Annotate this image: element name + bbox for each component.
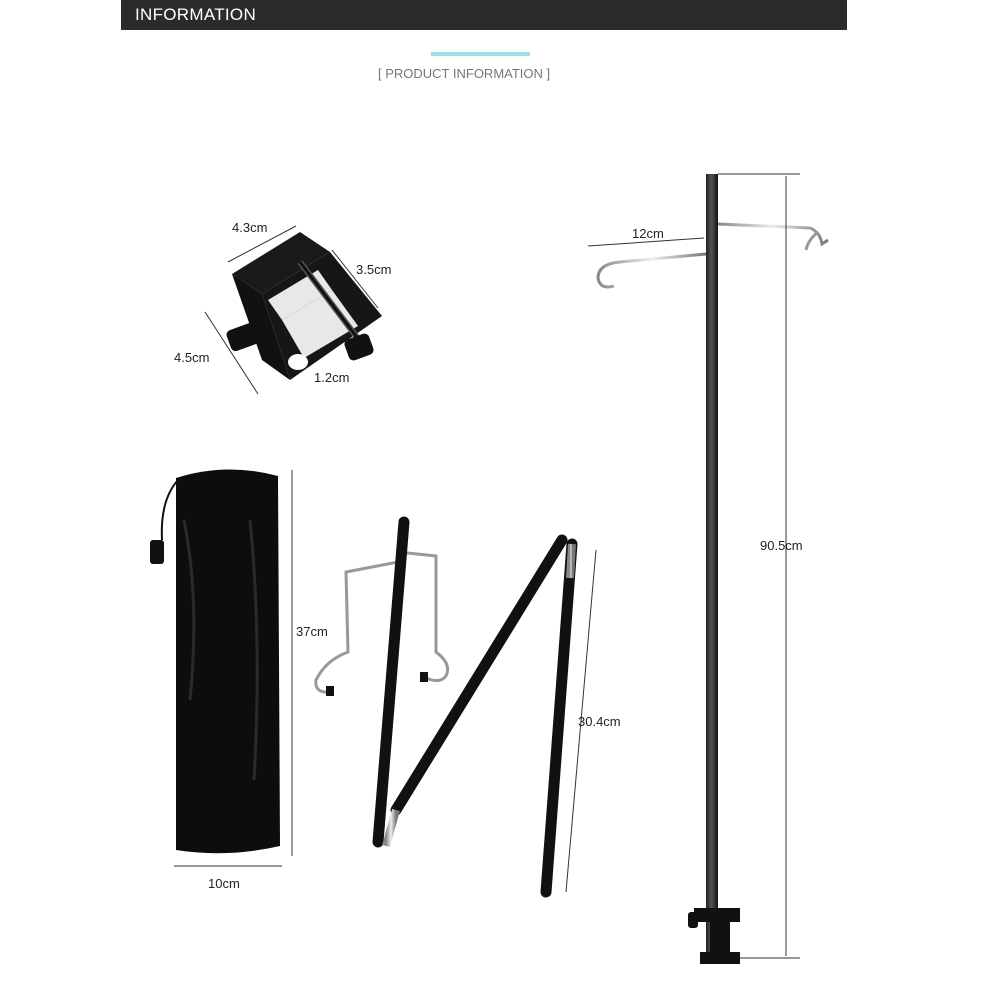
clamp-height-label: 4.5cm: [174, 350, 210, 365]
bag-length-label: 37cm: [296, 624, 328, 639]
clamp-opening-label: 1.2cm: [314, 370, 350, 385]
bag-width-label: 10cm: [208, 876, 240, 891]
header-title: INFORMATION: [135, 5, 257, 24]
clamp-depth-label: 3.5cm: [356, 262, 392, 277]
clamp-image: [225, 232, 382, 380]
total-height-label: 90.5cm: [760, 538, 803, 553]
clamp-width-label: 4.3cm: [232, 220, 268, 235]
hanger-hook-image: [316, 552, 448, 696]
hook-arm-label: 12cm: [632, 226, 664, 241]
storage-bag-image: [150, 469, 280, 853]
pole-segment-image: [378, 522, 572, 892]
lantern-pole-image: [598, 174, 828, 964]
section-subtitle: [ PRODUCT INFORMATION ]: [378, 66, 551, 81]
segment-length-label: 30.4cm: [578, 714, 621, 729]
